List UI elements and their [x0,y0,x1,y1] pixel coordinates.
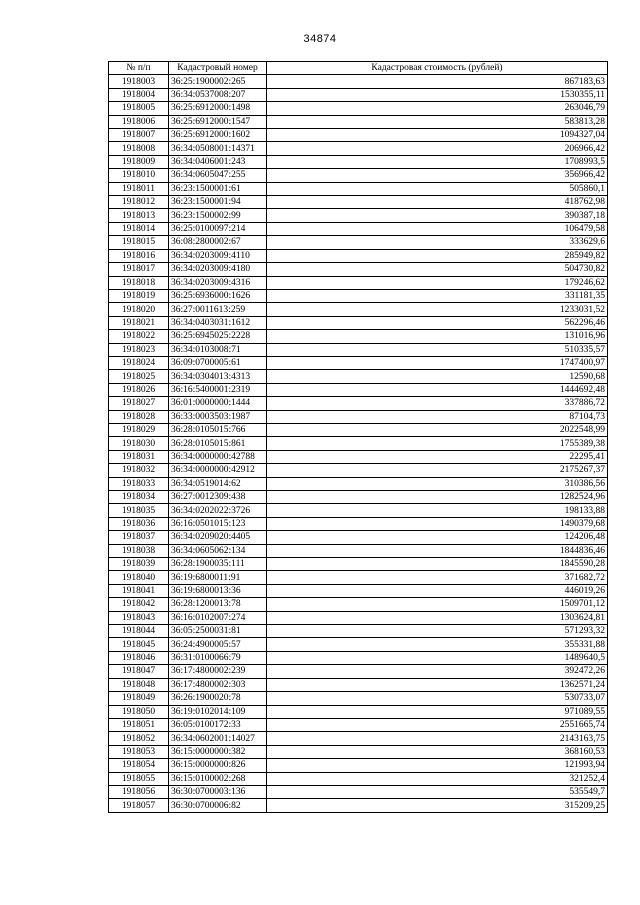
cadastral-number-cell: 36:19:0102014:109 [169,705,267,718]
table-row [109,772,608,785]
row-number-cell: 1918023 [109,343,169,356]
cadastral-value-cell: 1303624,81 [267,611,608,624]
table-row [109,343,608,356]
row-number-cell: 1918055 [109,772,169,785]
table-row [109,222,608,235]
table-row [109,263,608,276]
table-row [109,102,608,115]
cadastral-value-cell: 530733,07 [267,692,608,705]
cadastral-number-cell: 36:25:0100097:214 [169,222,267,235]
table-row [109,129,608,142]
table-row [109,665,608,678]
cadastral-value-cell: 2143163,75 [267,732,608,745]
row-number-cell: 1918019 [109,289,169,302]
row-number-cell: 1918038 [109,544,169,557]
table-row [109,236,608,249]
cadastral-number-cell: 36:25:6936000:1626 [169,289,267,302]
table-row [109,759,608,772]
table-header-row [109,62,608,75]
row-number-cell: 1918054 [109,759,169,772]
cadastral-value-cell: 310386,56 [267,477,608,490]
cadastral-value-cell: 121993,94 [267,759,608,772]
cadastral-number-cell: 36:01:0000000:1444 [169,397,267,410]
table-row [109,651,608,664]
row-number-cell: 1918029 [109,423,169,436]
row-number-cell: 1918016 [109,249,169,262]
cadastral-value-cell: 505860,1 [267,182,608,195]
cadastral-value-cell: 106479,58 [267,222,608,235]
row-number-cell: 1918021 [109,316,169,329]
column-header-row-number: № п/п [109,62,169,75]
cadastral-value-cell: 418762,98 [267,196,608,209]
cadastral-number-cell: 36:25:6945025:2228 [169,330,267,343]
cadastral-value-cell: 1094327,04 [267,129,608,142]
cadastral-number-cell: 36:28:0105015:766 [169,423,267,436]
cadastral-number-cell: 36:34:0537008:207 [169,88,267,101]
row-number-cell: 1918008 [109,142,169,155]
table-row [109,625,608,638]
row-number-cell: 1918050 [109,705,169,718]
table-row [109,745,608,758]
cadastral-number-cell: 36:23:1500001:61 [169,182,267,195]
cadastral-value-cell: 315209,25 [267,799,608,812]
cadastral-value-cell: 1362571,24 [267,678,608,691]
cadastral-value-cell: 22295,41 [267,450,608,463]
row-number-cell: 1918007 [109,129,169,142]
table-row [109,732,608,745]
cadastral-value-cell: 971089,55 [267,705,608,718]
table-row [109,491,608,504]
table-row [109,692,608,705]
cadastral-number-cell: 36:27:0011613:259 [169,303,267,316]
row-number-cell: 1918014 [109,222,169,235]
cadastral-number-cell: 36:17:4800002:303 [169,678,267,691]
cadastral-number-cell: 36:34:0605062:134 [169,544,267,557]
cadastral-number-cell: 36:34:0203009:4180 [169,263,267,276]
table-row [109,276,608,289]
cadastral-value-cell: 510335,57 [267,343,608,356]
cadastral-number-cell: 36:34:0000000:42912 [169,464,267,477]
row-number-cell: 1918018 [109,276,169,289]
cadastral-number-cell: 36:23:1500001:94 [169,196,267,209]
cadastral-value-cell: 12590,68 [267,370,608,383]
table-row [109,410,608,423]
table-row [109,785,608,798]
cadastral-number-cell: 36:34:0203009:4110 [169,249,267,262]
row-number-cell: 1918020 [109,303,169,316]
row-number-cell: 1918017 [109,263,169,276]
row-number-cell: 1918033 [109,477,169,490]
row-number-cell: 1918004 [109,88,169,101]
cadastral-number-cell: 36:31:0100066:79 [169,651,267,664]
cadastral-number-cell: 36:09:0700005:61 [169,356,267,369]
cadastral-number-cell: 36:34:0304013:4313 [169,370,267,383]
cadastral-value-cell: 198133,88 [267,504,608,517]
table-row [109,678,608,691]
row-number-cell: 1918022 [109,330,169,343]
cadastral-value-cell: 867183,63 [267,75,608,88]
row-number-cell: 1918031 [109,450,169,463]
cadastral-value-cell: 333629,6 [267,236,608,249]
table-row [109,249,608,262]
cadastral-value-cell: 285949,82 [267,249,608,262]
table-row [109,705,608,718]
table-row [109,316,608,329]
row-number-cell: 1918042 [109,598,169,611]
cadastral-number-cell: 36:33:0003503:1987 [169,410,267,423]
cadastral-value-cell: 1282524,96 [267,491,608,504]
page-number: 34874 [303,33,337,45]
table-row [109,142,608,155]
cadastral-number-cell: 36:28:0105015:861 [169,437,267,450]
row-number-cell: 1918015 [109,236,169,249]
row-number-cell: 1918057 [109,799,169,812]
cadastral-value-cell: 371682,72 [267,571,608,584]
cadastral-value-cell: 206966,42 [267,142,608,155]
row-number-cell: 1918046 [109,651,169,664]
cadastral-value-cell: 263046,79 [267,102,608,115]
table-row [109,544,608,557]
table-body [109,75,608,812]
row-number-cell: 1918035 [109,504,169,517]
cadastral-value-cell: 2551665,74 [267,718,608,731]
table-row [109,289,608,302]
cadastral-value-cell: 1530355,11 [267,88,608,101]
row-number-cell: 1918028 [109,410,169,423]
cadastral-number-cell: 36:30:0700006:82 [169,799,267,812]
cadastral-number-cell: 36:34:0406001:243 [169,155,267,168]
table-row [109,330,608,343]
row-number-cell: 1918012 [109,196,169,209]
cadastral-number-cell: 36:16:5400001:2319 [169,383,267,396]
cadastral-number-cell: 36:23:1500002:99 [169,209,267,222]
cadastral-number-cell: 36:34:0605047:255 [169,169,267,182]
table-row [109,504,608,517]
column-header-cadastral-value: Кадастровая стоимость (рублей) [267,62,608,75]
cadastral-number-cell: 36:34:0602001:14027 [169,732,267,745]
table-row [109,638,608,651]
cadastral-value-cell: 1233031,52 [267,303,608,316]
cadastral-number-cell: 36:05:2500031:81 [169,625,267,638]
table-row [109,611,608,624]
table-row [109,169,608,182]
table-row [109,397,608,410]
table-row [109,558,608,571]
cadastral-number-cell: 36:34:0508001:14371 [169,142,267,155]
cadastral-number-cell: 36:34:0202022:3726 [169,504,267,517]
cadastral-value-cell: 392472,26 [267,665,608,678]
cadastral-number-cell: 36:34:0103008:71 [169,343,267,356]
cadastral-number-cell: 36:34:0209020:4405 [169,531,267,544]
row-number-cell: 1918036 [109,517,169,530]
table-row [109,370,608,383]
row-number-cell: 1918037 [109,531,169,544]
row-number-cell: 1918013 [109,209,169,222]
cadastral-number-cell: 36:26:1900020:78 [169,692,267,705]
cadastral-value-cell: 321252,4 [267,772,608,785]
table-row [109,423,608,436]
row-number-cell: 1918052 [109,732,169,745]
row-number-cell: 1918026 [109,383,169,396]
row-number-cell: 1918041 [109,584,169,597]
cadastral-number-cell: 36:25:1900002:265 [169,75,267,88]
row-number-cell: 1918047 [109,665,169,678]
table-row [109,571,608,584]
table-row [109,598,608,611]
cadastral-number-cell: 36:24:4900005:57 [169,638,267,651]
cadastral-number-cell: 36:08:2800002:67 [169,236,267,249]
cadastral-value-cell: 179246,62 [267,276,608,289]
cadastral-value-cell: 331181,35 [267,289,608,302]
cadastral-value-cell: 368160,53 [267,745,608,758]
cadastral-value-cell: 562296,46 [267,316,608,329]
cadastral-number-cell: 36:16:0102007:274 [169,611,267,624]
row-number-cell: 1918034 [109,491,169,504]
cadastral-number-cell: 36:25:6912000:1498 [169,102,267,115]
cadastral-value-table [108,61,608,813]
cadastral-number-cell: 36:05:0100172:33 [169,718,267,731]
cadastral-value-cell: 1444692,48 [267,383,608,396]
cadastral-number-cell: 36:34:0403031:1612 [169,316,267,329]
row-number-cell: 1918027 [109,397,169,410]
table-row [109,718,608,731]
cadastral-number-cell: 36:25:6912000:1602 [169,129,267,142]
cadastral-value-cell: 1844836,46 [267,544,608,557]
table-row [109,75,608,88]
cadastral-value-cell: 504730,82 [267,263,608,276]
row-number-cell: 1918040 [109,571,169,584]
row-number-cell: 1918006 [109,115,169,128]
table-row [109,115,608,128]
cadastral-value-cell: 356966,42 [267,169,608,182]
cadastral-value-cell: 1489640,5 [267,651,608,664]
row-number-cell: 1918009 [109,155,169,168]
cadastral-value-cell: 1708993,5 [267,155,608,168]
cadastral-number-cell: 36:15:0000000:382 [169,745,267,758]
cadastral-value-cell: 337886,72 [267,397,608,410]
row-number-cell: 1918049 [109,692,169,705]
table-row [109,584,608,597]
cadastral-value-cell: 390387,18 [267,209,608,222]
row-number-cell: 1918025 [109,370,169,383]
cadastral-value-cell: 1490379,68 [267,517,608,530]
cadastral-number-cell: 36:34:0519014:62 [169,477,267,490]
cadastral-value-cell: 583813,28 [267,115,608,128]
table-row [109,799,608,812]
cadastral-number-cell: 36:27:0012309:438 [169,491,267,504]
cadastral-value-cell: 124206,48 [267,531,608,544]
row-number-cell: 1918024 [109,356,169,369]
table-row [109,477,608,490]
row-number-cell: 1918005 [109,102,169,115]
cadastral-number-cell: 36:15:0100002:268 [169,772,267,785]
cadastral-number-cell: 36:19:6800013:36 [169,584,267,597]
cadastral-number-cell: 36:34:0203009:4316 [169,276,267,289]
row-number-cell: 1918045 [109,638,169,651]
table-row [109,517,608,530]
cadastral-value-cell: 2022548,99 [267,423,608,436]
row-number-cell: 1918010 [109,169,169,182]
cadastral-value-cell: 87104,73 [267,410,608,423]
cadastral-number-cell: 36:34:0000000:42788 [169,450,267,463]
cadastral-value-cell: 571293,32 [267,625,608,638]
row-number-cell: 1918051 [109,718,169,731]
row-number-cell: 1918056 [109,785,169,798]
cadastral-number-cell: 36:19:6800011:91 [169,571,267,584]
table-row [109,383,608,396]
table-row [109,209,608,222]
cadastral-value-cell: 1509701,12 [267,598,608,611]
cadastral-number-cell: 36:30:0700003:136 [169,785,267,798]
cadastral-number-cell: 36:17:4800002:239 [169,665,267,678]
row-number-cell: 1918044 [109,625,169,638]
cadastral-number-cell: 36:28:1200013:78 [169,598,267,611]
table-row [109,88,608,101]
cadastral-number-cell: 36:16:0501015:123 [169,517,267,530]
row-number-cell: 1918003 [109,75,169,88]
column-header-cadastral-number: Кадастровый номер [169,62,267,75]
table-row [109,196,608,209]
table-row [109,356,608,369]
table-row [109,450,608,463]
cadastral-number-cell: 36:28:1900035:111 [169,558,267,571]
table-row [109,155,608,168]
table-row [109,182,608,195]
cadastral-value-cell: 355331,88 [267,638,608,651]
cadastral-value-cell: 131016,96 [267,330,608,343]
table-row [109,303,608,316]
row-number-cell: 1918030 [109,437,169,450]
row-number-cell: 1918043 [109,611,169,624]
row-number-cell: 1918039 [109,558,169,571]
table-row [109,531,608,544]
table-row [109,464,608,477]
cadastral-value-cell: 1755389,38 [267,437,608,450]
cadastral-value-cell: 1845590,28 [267,558,608,571]
cadastral-value-cell: 535549,7 [267,785,608,798]
cadastral-value-cell: 1747400,97 [267,356,608,369]
cadastral-number-cell: 36:15:0000000:826 [169,759,267,772]
cadastral-value-cell: 446019,26 [267,584,608,597]
row-number-cell: 1918032 [109,464,169,477]
row-number-cell: 1918048 [109,678,169,691]
cadastral-value-cell: 2175267,37 [267,464,608,477]
cadastral-number-cell: 36:25:6912000:1547 [169,115,267,128]
row-number-cell: 1918011 [109,182,169,195]
table-row [109,437,608,450]
row-number-cell: 1918053 [109,745,169,758]
